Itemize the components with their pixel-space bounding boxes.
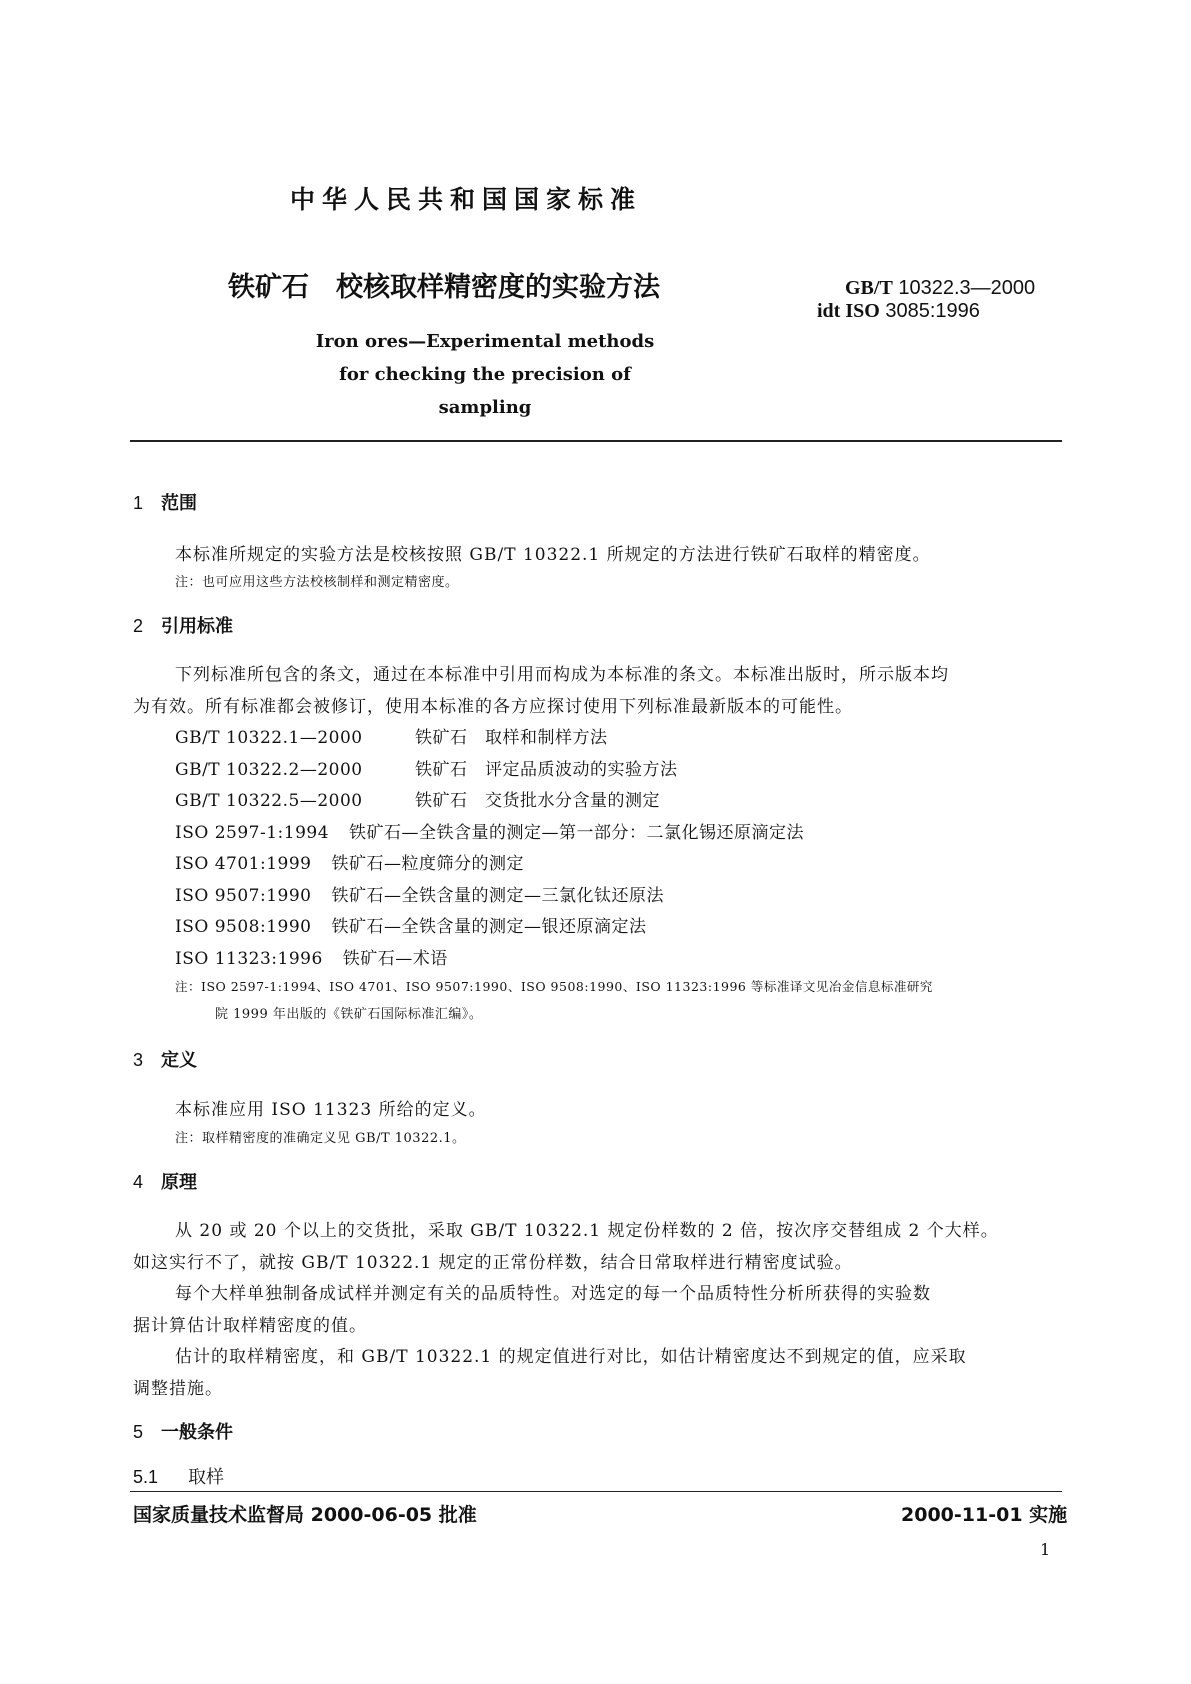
implementation-date: 2000-11-01 实施	[901, 1504, 1068, 1526]
section-4-paragraph-3-line-1: 估计的取样精密度，和 GB/T 10322.1 的规定值进行对比，如估计精密度达不到规定的值，应采取	[175, 1347, 967, 1367]
section-1-title: 范围	[161, 493, 197, 514]
section-2-note-line-2: 院 1999 年出版的《铁矿石国际标准汇编》。	[215, 1007, 483, 1022]
reference-item	[175, 818, 804, 843]
section-4-title: 原理	[161, 1172, 197, 1193]
page-number: 1	[1040, 1540, 1051, 1559]
reference-title: 铁矿石—术语	[342, 949, 448, 969]
reference-title: 铁矿石—全铁含量的测定—三氯化钛还原法	[331, 886, 664, 906]
reference-code: GB/T 10322.1—2000	[175, 728, 363, 748]
reference-item	[175, 944, 448, 969]
reference-code: ISO 9507:1990	[175, 886, 312, 906]
country-standard-heading: 中华人民共和国国家标准	[290, 185, 643, 214]
section-5-title: 一般条件	[161, 1422, 233, 1443]
section-3-number: 3	[133, 1050, 144, 1070]
section-3-note: 注：取样精密度的准确定义见 GB/T 10322.1。	[175, 1131, 466, 1146]
section-5-number: 5	[133, 1422, 144, 1442]
section-5-heading	[133, 1418, 233, 1444]
header-divider	[130, 440, 1062, 442]
reference-item	[175, 755, 678, 780]
reference-title: 铁矿石—粒度筛分的测定	[331, 854, 524, 874]
reference-code: ISO 4701:1999	[175, 854, 312, 874]
section-5-1-heading	[133, 1463, 224, 1489]
section-3-heading	[133, 1046, 197, 1072]
idt-code	[817, 300, 980, 323]
reference-title: 铁矿石 交货批水分含量的测定	[415, 791, 660, 811]
section-3-paragraph: 本标准应用 ISO 11323 所给的定义。	[175, 1100, 487, 1120]
reference-title: 铁矿石 评定品质波动的实验方法	[415, 760, 678, 780]
section-1-number: 1	[133, 493, 144, 513]
section-4-number: 4	[133, 1172, 144, 1192]
reference-code: GB/T 10322.5—2000	[175, 791, 363, 811]
footer-divider	[130, 1491, 1062, 1492]
reference-code: ISO 2597-1:1994	[175, 823, 330, 843]
reference-item	[175, 723, 608, 748]
reference-title: 铁矿石—全铁含量的测定—第一部分：二氯化锡还原滴定法	[349, 823, 805, 843]
section-2-paragraph-line-2: 为有效。所有标准都会被修订，使用本标准的各方应探讨使用下列标准最新版本的可能性。	[133, 697, 853, 717]
section-4-paragraph-1-line-1: 从 20 或 20 个以上的交货批，采取 GB/T 10322.1 规定份样数的 2 倍，按次序交替组成 2 个大样。	[175, 1221, 999, 1241]
reference-item	[175, 881, 664, 906]
reference-code: GB/T 10322.2—2000	[175, 760, 363, 780]
section-4-paragraph-3-line-2: 调整措施。	[133, 1379, 223, 1399]
reference-title: 铁矿石—全铁含量的测定—银还原滴定法	[331, 917, 647, 937]
section-5-1-title: 取样	[188, 1467, 224, 1488]
approval-info: 国家质量技术监督局 2000-06-05 批准	[133, 1504, 477, 1526]
section-2-number: 2	[133, 616, 144, 636]
section-3-title: 定义	[161, 1050, 197, 1071]
reference-code: ISO 9508:1990	[175, 917, 312, 937]
section-2-note-line-1: 注：ISO 2597-1:1994、ISO 4701、ISO 9507:1990、ISO 9508:1990、ISO 11323:1996 等标准译文见冶金信息标准研究	[175, 979, 933, 994]
document-title-en: Iron ores—Experimental methods for checking the precision of sampling	[315, 331, 655, 418]
section-4-paragraph-1-line-2: 如这实行不了，就按 GB/T 10322.1 规定的正常份样数，结合日常取样进行精密度试验。	[133, 1253, 853, 1273]
reference-item	[175, 786, 660, 811]
idt-number: 3085:1996	[885, 300, 980, 322]
standard-code	[845, 277, 1035, 300]
standard-prefix: GB/T	[845, 277, 893, 299]
reference-code: ISO 11323:1996	[175, 949, 323, 969]
section-2-paragraph-line-1: 下列标准所包含的条文，通过在本标准中引用而构成为本标准的条文。本标准出版时，所示版本均	[175, 665, 949, 685]
section-4-paragraph-2-line-1: 每个大样单独制备成试样并测定有关的品质特性。对选定的每一个品质特性分析所获得的实验数	[175, 1284, 931, 1304]
section-1-paragraph: 本标准所规定的实验方法是校核按照 GB/T 10322.1 所规定的方法进行铁矿石取样的精密度。	[175, 545, 931, 565]
reference-item	[175, 849, 524, 874]
idt-prefix: idt ISO	[817, 300, 880, 322]
section-4-heading	[133, 1168, 197, 1194]
section-2-heading	[133, 612, 233, 638]
section-1-note: 注：也可应用这些方法校核制样和测定精密度。	[175, 575, 459, 590]
section-2-title: 引用标准	[161, 616, 233, 637]
reference-title: 铁矿石 取样和制样方法	[415, 728, 608, 748]
section-1-heading	[133, 489, 197, 515]
section-4-paragraph-2-line-2: 据计算估计取样精密度的值。	[133, 1316, 367, 1336]
document-title-zh: 铁矿石 校核取样精密度的实验方法	[228, 272, 660, 303]
section-5-1-number: 5.1	[133, 1467, 159, 1487]
standard-number: 10322.3—2000	[898, 277, 1036, 299]
reference-item	[175, 912, 646, 937]
